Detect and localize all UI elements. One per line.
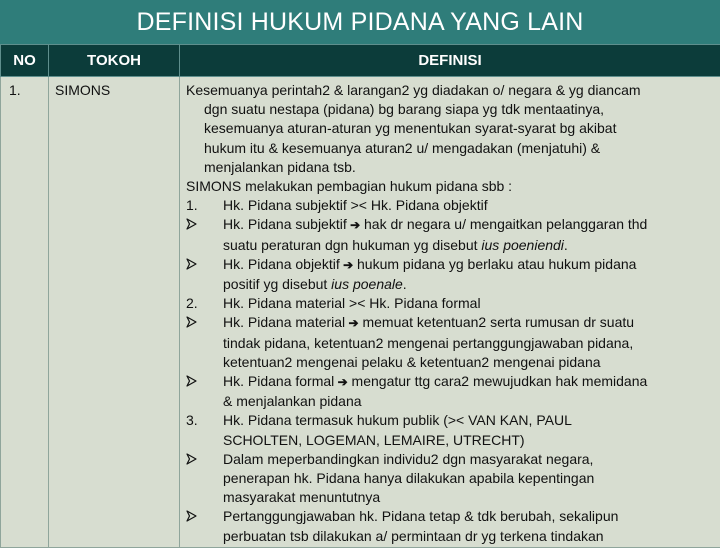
list-item-text bbox=[223, 353, 601, 372]
list-item-text bbox=[223, 488, 380, 507]
list-item-text bbox=[223, 450, 593, 469]
list-marker bbox=[186, 488, 223, 507]
definition-line: kesemuanya aturan-aturan yg menentukan syarat-syarat bg akibat bbox=[186, 119, 714, 138]
header-tokoh: TOKOH bbox=[49, 45, 180, 77]
list-item bbox=[186, 507, 714, 526]
list-item bbox=[186, 236, 714, 255]
list-item bbox=[186, 469, 714, 488]
list-marker bbox=[186, 236, 223, 255]
list-item-term: Hk. Pidana formal bbox=[223, 373, 334, 389]
list-item-text bbox=[223, 215, 647, 235]
list-item-main: SCHOLTEN, LOGEMAN, LEMAIRE, UTRECHT) bbox=[223, 432, 525, 448]
table-row bbox=[1, 77, 720, 548]
list-item-text bbox=[223, 196, 488, 215]
list-item bbox=[186, 527, 714, 546]
list-marker bbox=[186, 392, 223, 411]
arrowhead-bullet-icon bbox=[186, 450, 223, 469]
list-item-desc: hak dr negara u/ mengaitkan pelanggaran thd bbox=[360, 216, 647, 232]
list-item-end: . bbox=[403, 276, 407, 292]
list-item-text bbox=[223, 313, 634, 333]
list-item-text bbox=[223, 334, 633, 353]
list-item bbox=[186, 392, 714, 411]
list-item bbox=[186, 353, 714, 372]
list-marker: 1. bbox=[186, 196, 223, 215]
list-item bbox=[186, 196, 714, 215]
latin-term: ius poenale bbox=[331, 276, 403, 292]
cell-tokoh: SIMONS bbox=[49, 77, 180, 548]
list-item-main: ketentuan2 mengenai pelaku & ketentuan2 mengenai pidana bbox=[223, 354, 601, 370]
list-item bbox=[186, 275, 714, 294]
list-marker: 3. bbox=[186, 411, 223, 430]
arrowhead-bullet-icon bbox=[186, 215, 223, 235]
cell-definisi bbox=[180, 77, 720, 548]
list-item-main: & menjalankan pidana bbox=[223, 393, 362, 409]
definition-text bbox=[186, 81, 714, 547]
list-item bbox=[186, 313, 714, 333]
list-item-main: perbuatan tsb dilakukan a/ permintaan dr yg terkena tindakan bbox=[223, 528, 604, 544]
right-arrow-icon: ➔ bbox=[345, 316, 358, 330]
list-item bbox=[186, 450, 714, 469]
cell-no: 1. bbox=[1, 77, 49, 548]
right-arrow-icon: ➔ bbox=[347, 218, 360, 232]
list-marker bbox=[186, 334, 223, 353]
definition-line: hukum itu & kesemuanya aturan2 u/ mengadakan (menjatuhi) & bbox=[186, 139, 714, 158]
list-item-term: Hk. Pidana objektif bbox=[223, 256, 340, 272]
list-item-main: positif yg disebut bbox=[223, 276, 331, 292]
list-item bbox=[186, 294, 714, 313]
list-item-main: Hk. Pidana termasuk hukum publik (>< VAN KAN, PAUL bbox=[223, 412, 572, 428]
list-marker bbox=[186, 469, 223, 488]
list-marker bbox=[186, 275, 223, 294]
list-item-term: Hk. Pidana material bbox=[223, 314, 345, 330]
list-item-text bbox=[223, 527, 604, 546]
list-item-main: Dalam meperbandingkan individu2 dgn masyarakat negara, bbox=[223, 451, 593, 467]
list-item-text bbox=[223, 255, 636, 275]
list-item bbox=[186, 411, 714, 430]
list-item-text bbox=[223, 236, 568, 255]
list-item-desc: hukum pidana yg berlaku atau hukum pidana bbox=[353, 256, 636, 272]
list-item-text bbox=[223, 411, 572, 430]
definition-line: Kesemuanya perintah2 & larangan2 yg diadakan o/ negara & yg diancam bbox=[186, 81, 714, 100]
list-item-term: Hk. Pidana subjektif bbox=[223, 216, 347, 232]
list-item-main: tindak pidana, ketentuan2 mengenai pertanggungjawaban pidana, bbox=[223, 335, 633, 351]
list-item bbox=[186, 488, 714, 507]
list-marker bbox=[186, 527, 223, 546]
division-intro: SIMONS melakukan pembagian hukum pidana sbb : bbox=[186, 177, 714, 196]
list-item-text bbox=[223, 469, 594, 488]
list-item-desc: memuat ketentuan2 serta rumusan dr suatu bbox=[359, 314, 634, 330]
list-item-main: Pertanggungjawaban hk. Pidana tetap & tdk berubah, sekalipun bbox=[223, 508, 618, 524]
list-marker: 2. bbox=[186, 294, 223, 313]
list-item-text bbox=[223, 431, 525, 450]
list-item-main: masyarakat menuntutnya bbox=[223, 489, 380, 505]
arrowhead-bullet-icon bbox=[186, 313, 223, 333]
slide-title: DEFINISI HUKUM PIDANA YANG LAIN bbox=[0, 0, 720, 44]
list-item-text bbox=[223, 392, 362, 411]
list-item-main: suatu peraturan dgn hukuman yg disebut bbox=[223, 237, 481, 253]
list-item-text bbox=[223, 275, 407, 294]
arrowhead-bullet-icon bbox=[186, 372, 223, 392]
definition-line: dgn suatu nestapa (pidana) bg barang siapa yg tdk mentaatinya, bbox=[186, 100, 714, 119]
header-definisi: DEFINISI bbox=[180, 45, 720, 77]
arrowhead-bullet-icon bbox=[186, 255, 223, 275]
latin-term: ius poeniendi bbox=[481, 237, 564, 253]
list-item-main: penerapan hk. Pidana hanya dilakukan apabila kepentingan bbox=[223, 470, 594, 486]
header-no: NO bbox=[1, 45, 49, 77]
list-item bbox=[186, 255, 714, 275]
right-arrow-icon: ➔ bbox=[334, 375, 347, 389]
table-header-row bbox=[1, 45, 720, 77]
list-item-text bbox=[223, 372, 647, 392]
list-item-desc: mengatur ttg cara2 mewujudkan hak memidana bbox=[348, 373, 648, 389]
list-item-main: Hk. Pidana material >< Hk. Pidana formal bbox=[223, 295, 481, 311]
list-item-end: . bbox=[564, 237, 568, 253]
list-item-text bbox=[223, 507, 618, 526]
list-item bbox=[186, 334, 714, 353]
right-arrow-icon: ➔ bbox=[340, 258, 353, 272]
list-item-text bbox=[223, 294, 481, 313]
list-item bbox=[186, 215, 714, 235]
definition-table bbox=[0, 44, 720, 548]
arrowhead-bullet-icon bbox=[186, 507, 223, 526]
list-item bbox=[186, 372, 714, 392]
list-marker bbox=[186, 353, 223, 372]
list-item bbox=[186, 431, 714, 450]
list-item-main: Hk. Pidana subjektif >< Hk. Pidana objektif bbox=[223, 197, 488, 213]
definition-line: menjalankan pidana tsb. bbox=[186, 158, 714, 177]
list-marker bbox=[186, 431, 223, 450]
